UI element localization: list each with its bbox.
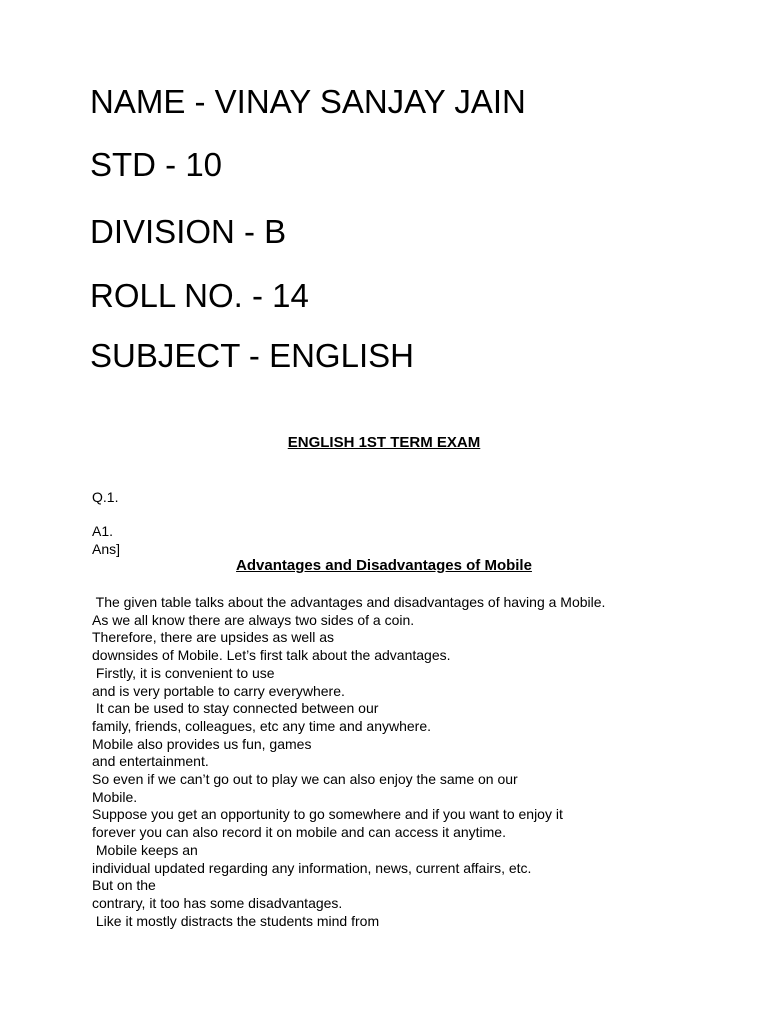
student-division-line: DIVISION - B <box>90 213 287 250</box>
essay-line: Mobile also provides us fun, games <box>92 735 312 752</box>
exam-title-text: ENGLISH 1ST TERM EXAM <box>287 434 481 451</box>
student-subject-line: SUBJECT - ENGLISH <box>90 337 414 374</box>
essay-line: Mobile. <box>92 788 138 805</box>
essay-line: Suppose you get an opportunity to go somewhere and if you want to enjoy it <box>92 806 563 823</box>
essay-line: family, friends, colleagues, etc any time and anywhere. <box>92 717 432 734</box>
essay-body <box>92 594 605 930</box>
essay-title-text: Advantages and Disadvantages of Mobile <box>236 557 532 574</box>
essay-line: It can be used to stay connected between our <box>92 700 379 717</box>
essay-line: So even if we can’t go out to play we can also enjoy the same on our <box>92 771 518 788</box>
essay-line: downsides of Mobile. Let’s first talk about the advantages. <box>92 647 451 664</box>
student-std-line: STD - 10 <box>90 146 223 183</box>
essay-line: Therefore, there are upsides as well as <box>92 629 335 646</box>
student-name-line: NAME - VINAY SANJAY JAIN <box>90 83 526 120</box>
essay-line: and is very portable to carry everywhere. <box>92 682 345 699</box>
answer-marker: Ans] <box>92 541 121 557</box>
essay-line: individual updated regarding any information, news, current affairs, etc. <box>92 859 532 876</box>
student-roll-no-line: ROLL NO. - 14 <box>90 277 309 314</box>
essay-title <box>0 557 768 575</box>
essay-line: As we all know there are always two sides of a coin. <box>92 611 415 628</box>
essay-line: forever you can also record it on mobile and can access it anytime. <box>92 824 506 841</box>
essay-line: But on the <box>92 877 156 894</box>
essay-line: and entertainment. <box>92 753 209 770</box>
answer-label: A1. <box>92 523 114 539</box>
essay-line: Firstly, it is convenient to use <box>92 664 275 681</box>
essay-line: contrary, it too has some disadvantages. <box>92 894 343 911</box>
essay-line: Like it mostly distracts the students mind from <box>92 912 380 929</box>
question-label: Q.1. <box>92 489 119 505</box>
essay-line: Mobile keeps an <box>92 841 198 858</box>
exam-title <box>0 434 768 452</box>
essay-line: The given table talks about the advantages and disadvantages of having a Mobile. <box>92 594 606 610</box>
